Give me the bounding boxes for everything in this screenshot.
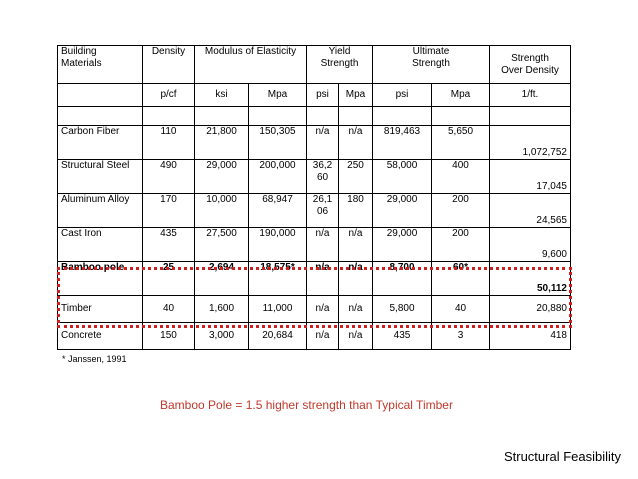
material-name: Cast Iron [58, 228, 143, 262]
header-row [58, 46, 571, 84]
material-name: Carbon Fiber [58, 126, 143, 160]
cell-ksi: 27,500 [195, 228, 249, 262]
cell-strength-density: 20,880 [490, 296, 571, 323]
unit-cell: Mpa [339, 84, 373, 107]
units-row [58, 84, 571, 107]
cell-strength-density: 24,565 [490, 194, 571, 228]
header-density: Density [143, 46, 195, 84]
material-name: Timber [58, 296, 143, 323]
cell-density: 25 [143, 262, 195, 296]
unit-cell: psi [307, 84, 339, 107]
cell-yield-mpa: n/a [339, 126, 373, 160]
cell-ksi: 2,694 [195, 262, 249, 296]
material-name: Bamboo pole [58, 262, 143, 296]
unit-cell: Mpa [249, 84, 307, 107]
table-row [58, 228, 571, 262]
slide-title: Structural Feasibility [503, 449, 621, 464]
header-strength-density: Strength Over Density [490, 46, 571, 84]
cell-mpa: 190,000 [249, 228, 307, 262]
blank-row [58, 107, 571, 126]
unit-cell: 1/ft. [490, 84, 571, 107]
cell-density: 150 [143, 323, 195, 350]
cell-strength-density: 1,072,752 [490, 126, 571, 160]
cell-ult-mpa: 40 [432, 296, 490, 323]
cell-ult-psi: 5,800 [373, 296, 432, 323]
cell-yield-psi: n/a [307, 296, 339, 323]
header-yield: Yield Strength [307, 46, 373, 84]
cell-ult-psi: 819,463 [373, 126, 432, 160]
cell-density: 170 [143, 194, 195, 228]
unit-cell: psi [373, 84, 432, 107]
cell-ksi: 3,000 [195, 323, 249, 350]
header-building-materials: Building Materials [58, 46, 143, 84]
cell-ult-mpa: 60* [432, 262, 490, 296]
material-name: Structural Steel [58, 160, 143, 194]
cell-ksi: 29,000 [195, 160, 249, 194]
cell-ult-psi: 435 [373, 323, 432, 350]
footnote: * Janssen, 1991 [62, 354, 127, 364]
cell-yield-mpa: n/a [339, 296, 373, 323]
cell-strength-density: 17,045 [490, 160, 571, 194]
cell-yield-psi: n/a [307, 228, 339, 262]
cell-yield-psi: 36,2 60 [307, 160, 339, 194]
table-row [58, 194, 571, 228]
cell-density: 490 [143, 160, 195, 194]
cell-density: 435 [143, 228, 195, 262]
cell-mpa: 150,305 [249, 126, 307, 160]
comparison-caption: Bamboo Pole = 1.5 higher strength than Typical Timber [160, 398, 453, 412]
cell-strength-density: 50,112 [490, 262, 571, 296]
cell-yield-psi: n/a [307, 262, 339, 296]
header-ultimate: Ultimate Strength [373, 46, 490, 84]
unit-cell: Mpa [432, 84, 490, 107]
cell-ksi: 21,800 [195, 126, 249, 160]
cell-strength-density: 9,600 [490, 228, 571, 262]
cell-ult-mpa: 3 [432, 323, 490, 350]
material-name: Aluminum Alloy [58, 194, 143, 228]
table-row [58, 126, 571, 160]
bamboo-highlight-box [57, 267, 572, 328]
cell-ult-psi: 29,000 [373, 228, 432, 262]
cell-mpa: 18,575* [249, 262, 307, 296]
cell-yield-psi: n/a [307, 126, 339, 160]
unit-cell: p/cf [143, 84, 195, 107]
header-modulus: Modulus of Elasticity [195, 46, 307, 84]
unit-cell: ksi [195, 84, 249, 107]
units-cell-empty [58, 84, 143, 107]
cell-mpa: 20,684 [249, 323, 307, 350]
cell-yield-mpa: n/a [339, 262, 373, 296]
cell-yield-mpa: n/a [339, 228, 373, 262]
cell-strength-density: 418 [490, 323, 571, 350]
material-name: Concrete [58, 323, 143, 350]
cell-yield-mpa: 180 [339, 194, 373, 228]
cell-density: 110 [143, 126, 195, 160]
cell-ult-mpa: 200 [432, 194, 490, 228]
cell-ult-psi: 8,700 [373, 262, 432, 296]
cell-ksi: 1,600 [195, 296, 249, 323]
cell-mpa: 200,000 [249, 160, 307, 194]
cell-yield-mpa: 250 [339, 160, 373, 194]
cell-ult-mpa: 400 [432, 160, 490, 194]
cell-ult-mpa: 200 [432, 228, 490, 262]
cell-ult-mpa: 5,650 [432, 126, 490, 160]
cell-mpa: 11,000 [249, 296, 307, 323]
cell-yield-psi: 26,1 06 [307, 194, 339, 228]
cell-ult-psi: 58,000 [373, 160, 432, 194]
table-row [58, 160, 571, 194]
cell-mpa: 68,947 [249, 194, 307, 228]
cell-yield-mpa: n/a [339, 323, 373, 350]
cell-density: 40 [143, 296, 195, 323]
cell-yield-psi: n/a [307, 323, 339, 350]
cell-ult-psi: 29,000 [373, 194, 432, 228]
cell-ksi: 10,000 [195, 194, 249, 228]
